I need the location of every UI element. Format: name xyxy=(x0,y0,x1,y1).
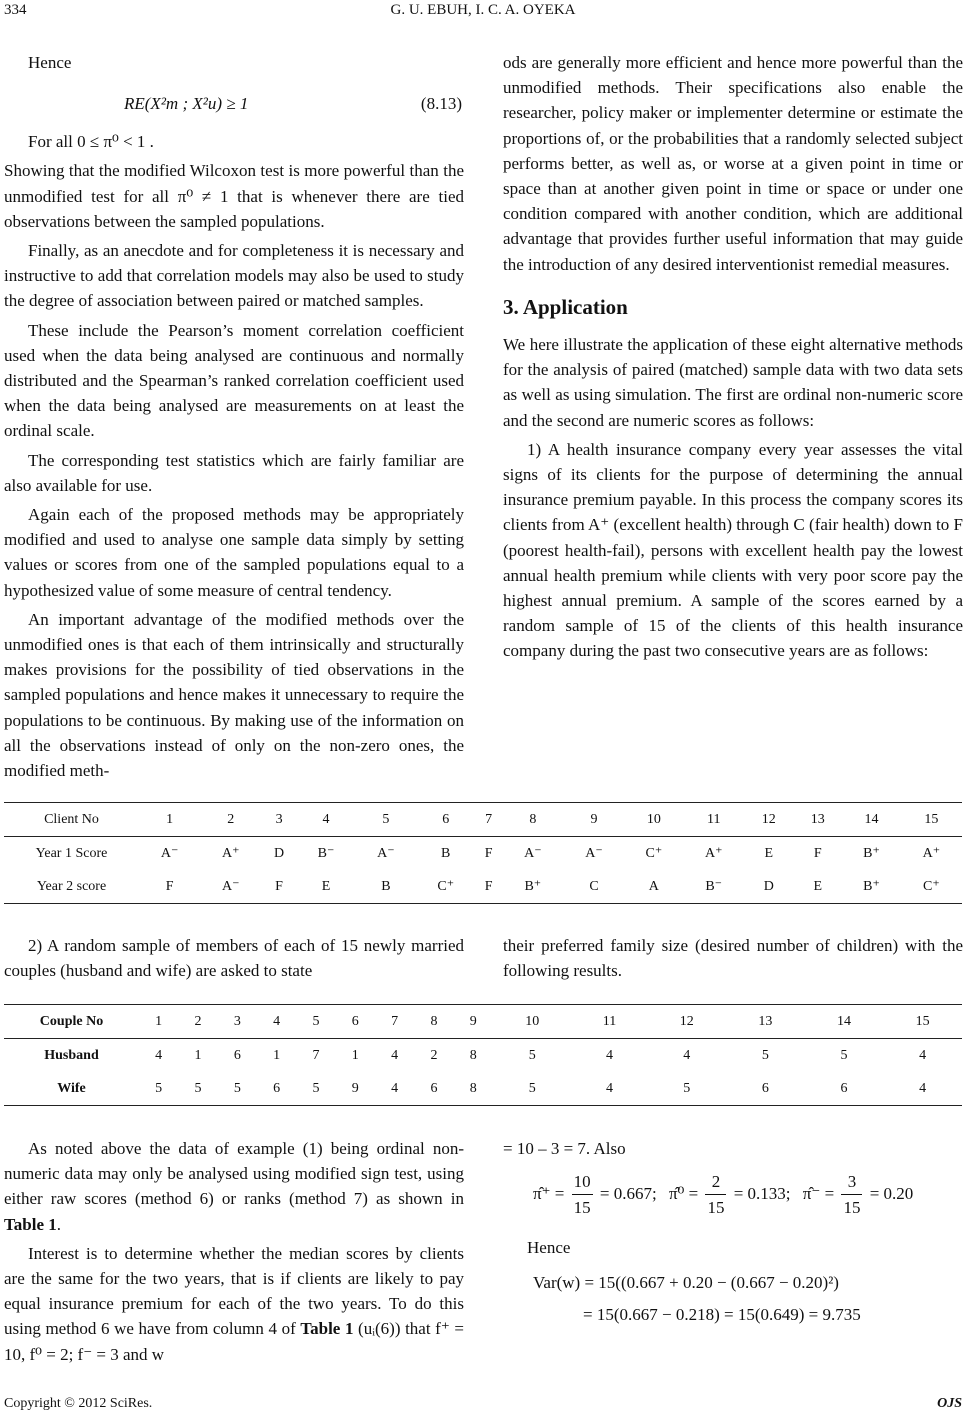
table-cell: A⁻ xyxy=(200,870,261,904)
table-cell: 6 xyxy=(257,1072,296,1106)
table-reference: Table 1 xyxy=(4,1214,57,1234)
table-cell: B⁻ xyxy=(317,846,335,861)
table-cell: 15 xyxy=(883,1005,962,1039)
table-cell: A⁻ xyxy=(524,846,542,861)
table-cell: 5 xyxy=(296,1072,335,1106)
table-cell: 6 xyxy=(805,1072,884,1106)
left-column xyxy=(4,50,464,787)
paragraph: An important advantage of the modified methods over the unmodified ones is that each of them intrinsically and structurally makes provisions for the possibility of tied observations in the sampled populations and hence makes it unnecessary to require the populations to be continuous. By making use of the information on all the observations instead of only on the non-zero ones, the modified meth- xyxy=(4,609,464,781)
table-cell: 5 xyxy=(493,1072,572,1106)
table-cell: 3 xyxy=(218,1005,257,1039)
pi-plus-rhs: = 0.667; xyxy=(599,1183,657,1203)
paragraph: We here illustrate the application of these eight alternative methods for the analysis of paired (matched) sample data with two data sets as well as using simulation. The first are ordinal non-numeric score and the second are numeric scores as follows: xyxy=(503,335,963,430)
section-title: 3. Application xyxy=(503,294,628,319)
right-column xyxy=(503,50,963,668)
row-label: Client No xyxy=(4,803,139,837)
table-cell: 5 xyxy=(840,1047,848,1063)
hence-label: Hence xyxy=(28,53,72,72)
table-cell: 11 xyxy=(572,1005,648,1039)
journal-name: OJS xyxy=(937,1396,962,1411)
table-cell: 6 xyxy=(726,1072,805,1106)
paragraph: 2) A random sample of members of each of 15 newly married couples (husband and wife) are asked to state xyxy=(4,936,464,981)
paragraph: 1) A health insurance company every year assesses the vital signs of its clients for the purpose of determining the annual insurance premium payable. In this process the company scores its clients from A⁺ (excellent health) through C (fair health) down to F (poorest health-fail), persons with excellent health pay the lowest annual health premium while clients with very poor score pay the highest annual premium. A sample of the scores earned by a random sample of 15 of the clients of this health insurance company during the past two consecutive years are as follows: xyxy=(503,439,963,661)
table-cell: 13 xyxy=(726,1005,805,1039)
table-cell: A⁻ xyxy=(377,846,395,861)
table-cell: 1 xyxy=(194,1047,202,1063)
table-cell: 4 xyxy=(572,1072,648,1106)
page-header xyxy=(0,0,966,26)
table-cell: B⁺ xyxy=(502,870,563,904)
variance-line-2: = 15(0.667 − 0.218) = 15(0.649) = 9.735 xyxy=(583,1304,861,1324)
table-cell: 4 xyxy=(883,1072,962,1106)
table-cell: 1 xyxy=(139,803,200,837)
paragraph: Finally, as an anecdote and for completeness it is necessary and instructive to add that correlation models may also be used to study the degree of association between paired or matched samples. xyxy=(4,241,464,311)
table-cell: 4 xyxy=(375,1072,414,1106)
table-cell: 9 xyxy=(336,1072,375,1106)
paragraph: The corresponding test statistics which are fairly familiar are also available for use. xyxy=(4,450,464,495)
table-cell: 5 xyxy=(761,1047,769,1063)
table-cell: 2 xyxy=(178,1005,217,1039)
table-cell: B xyxy=(441,845,451,861)
table-cell: 9 xyxy=(454,1005,493,1039)
table-cell: 4 xyxy=(683,1047,691,1063)
page-number: 334 xyxy=(4,2,27,18)
table-cell: 4 xyxy=(297,803,356,837)
table-cell: A⁻ xyxy=(585,846,603,861)
right-column-bottom xyxy=(503,1136,963,1331)
table-cell: C⁺ xyxy=(416,870,475,904)
row-label: Husband xyxy=(44,1047,99,1063)
table-cell: 4 xyxy=(257,1005,296,1039)
table-cell: 5 xyxy=(139,1072,178,1106)
table-cell: 5 xyxy=(355,803,416,837)
hence-label: Hence xyxy=(527,1238,571,1258)
table-cell: 8 xyxy=(454,1072,493,1106)
table-row xyxy=(4,837,962,871)
pi-zero-den: 15 xyxy=(707,1198,725,1218)
table-cell: 8 xyxy=(414,1005,453,1039)
table-cell: C⁺ xyxy=(901,870,962,904)
equation-8-13-number: (8.13) xyxy=(420,94,462,114)
table-cell: 2 xyxy=(430,1047,438,1063)
table-cell: 12 xyxy=(647,1005,726,1039)
also-line: = 10 – 3 = 7. Also xyxy=(503,1139,626,1158)
table-cell: B⁺ xyxy=(863,846,880,861)
text-run: Interest is to determine whether the median scores by clients are the same for the two years, that is if clients are likely to pay equal insurance premium for each of the two years. To do this using method 6 we have from column 4 of xyxy=(4,1243,464,1339)
table-cell: 7 xyxy=(312,1047,320,1063)
row-label: Couple No xyxy=(4,1005,139,1039)
table-cell: C xyxy=(563,870,624,904)
pi-plus xyxy=(533,1172,661,1218)
table-cell: 6 xyxy=(233,1047,241,1063)
table-reference: Table 1 xyxy=(300,1319,354,1339)
pi-plus-den: 15 xyxy=(573,1198,591,1218)
table-cell: 5 xyxy=(528,1047,536,1063)
table-cell: A⁺ xyxy=(704,846,723,861)
table-cell: 7 xyxy=(475,803,502,837)
paragraph: Again each of the proposed methods may be appropriately modified and used to analyse one sample data simply by setting values or scores from one of the sampled populations equal to a hypothesized value of some measure of central tendency. xyxy=(4,505,464,600)
table-cell: 14 xyxy=(805,1005,884,1039)
table-cell: F xyxy=(475,870,502,904)
pi-minus xyxy=(802,1172,914,1218)
pi-minus-rhs: = 0.20 xyxy=(869,1183,914,1203)
table-cell: 12 xyxy=(744,803,793,837)
pi-estimates xyxy=(533,1169,963,1225)
table-cell: 2 xyxy=(200,803,261,837)
text-run: (uᵢ(6)) that f⁺ = 10, f⁰ = 2; f⁻ = 3 and w xyxy=(4,1319,464,1364)
pi-zero xyxy=(668,1172,795,1218)
table-cell: 4 xyxy=(155,1047,163,1063)
table-cell: 8 xyxy=(469,1047,477,1063)
table-cell: 5 xyxy=(178,1072,217,1106)
equation-8-13-expr: RE(X²m ; X²u) ≥ 1 xyxy=(124,94,249,114)
text-run: . xyxy=(56,1214,62,1234)
table-cell: F xyxy=(261,870,296,904)
table-cell: B⁺ xyxy=(842,870,901,904)
row-label: Year 2 score xyxy=(4,870,139,904)
table-row xyxy=(4,1072,962,1106)
pi-minus-lhs: π̂⁻ = xyxy=(802,1183,835,1203)
table-cell: D xyxy=(274,845,285,861)
table-family-size xyxy=(4,1004,962,1106)
copyright: Copyright © 2012 SciRes. xyxy=(4,1396,153,1411)
left-column-mid xyxy=(4,933,464,987)
row-label: Year 1 Score xyxy=(35,845,108,861)
pi-zero-rhs: = 0.133; xyxy=(733,1183,791,1203)
left-column-bottom xyxy=(4,1136,464,1371)
table-cell: 6 xyxy=(416,803,475,837)
table-cell: A xyxy=(625,870,684,904)
table-cell: 11 xyxy=(683,803,744,837)
table-cell: 10 xyxy=(493,1005,572,1039)
table-cell: 1 xyxy=(273,1047,281,1063)
table-cell: A⁺ xyxy=(222,846,240,861)
table-cell: C⁺ xyxy=(645,846,663,861)
table-cell: 15 xyxy=(901,803,962,837)
table-row xyxy=(4,1039,962,1073)
pi-plus-lhs: π̂⁺ = xyxy=(533,1183,565,1203)
table-cell: 9 xyxy=(563,803,624,837)
table-cell: D xyxy=(744,870,793,904)
pi-plus-num: 10 xyxy=(572,1169,593,1195)
pi-minus-den: 15 xyxy=(843,1198,861,1218)
text-run: As noted above the data of example (1) being ordinal non-numeric data may only be analysed using modified sign test, using either raw scores (method 6) or ranks (method 7) as shown in xyxy=(4,1139,464,1209)
right-column-mid xyxy=(503,933,963,987)
table-cell: 6 xyxy=(414,1072,453,1106)
table-row xyxy=(4,870,962,904)
paragraph: Showing that the modified Wilcoxon test is more powerful than the unmodified test for all π⁰ ≠ 1 that is whenever there are tied observations between the sampled populations. xyxy=(4,161,464,231)
table-cell: 4 xyxy=(919,1047,927,1063)
table-cell: E xyxy=(764,845,774,861)
table-cell: 7 xyxy=(375,1005,414,1039)
pi-zero-lhs: π̂⁰ = xyxy=(668,1183,699,1203)
table-cell: B xyxy=(355,870,416,904)
paragraph xyxy=(4,1241,464,1367)
table-row xyxy=(4,803,962,837)
table-cell: 5 xyxy=(647,1072,726,1106)
table-cell: 8 xyxy=(502,803,563,837)
pi-minus-num: 3 xyxy=(841,1169,862,1195)
table-cell: F xyxy=(484,845,493,861)
paragraph: their preferred family size (desired number of children) with the following results. xyxy=(503,936,963,981)
equation-8-13 xyxy=(4,79,464,129)
table-cell: 1 xyxy=(139,1005,178,1039)
table-cell: 10 xyxy=(625,803,684,837)
table-cell: E xyxy=(793,870,842,904)
pi-zero-num: 2 xyxy=(705,1169,726,1195)
table-cell: 5 xyxy=(296,1005,335,1039)
table-cell: A⁻ xyxy=(160,846,179,861)
for-all-line: For all 0 ≤ π⁰ < 1 . xyxy=(28,132,154,152)
table-cell: 6 xyxy=(336,1005,375,1039)
table-cell: 4 xyxy=(605,1047,613,1063)
row-label: Wife xyxy=(4,1072,139,1106)
table-cell: F xyxy=(139,870,200,904)
table-cell: B⁻ xyxy=(683,870,744,904)
table-cell: 14 xyxy=(842,803,901,837)
table-client-scores xyxy=(4,802,962,904)
running-authors: G. U. EBUH, I. C. A. OYEKA xyxy=(390,2,576,18)
table-cell: 3 xyxy=(261,803,296,837)
table-cell: F xyxy=(813,845,822,861)
paragraph: ods are generally more efficient and hence more powerful than the unmodified methods. Their specifications also enable the researcher, policy maker or implementer determine or estimate the proportions of, or the probabilities that a randomly selected subject performs better, as well as, or worse at a given point in time or space than at another given point in time or space or under one condition compared with another condition, which are additional advantage that provides further useful information that may guide the introduction of any desired interventionist remedial measures. xyxy=(503,53,963,274)
table-cell: A⁺ xyxy=(922,846,941,861)
table-cell: 13 xyxy=(793,803,842,837)
variance-line-1: Var(w) = 15((0.667 + 0.20 − (0.667 − 0.20)²) xyxy=(533,1273,839,1293)
paragraph xyxy=(4,1136,464,1237)
table-cell: 5 xyxy=(218,1072,257,1106)
table-cell: 1 xyxy=(351,1047,359,1063)
table-cell: E xyxy=(297,870,356,904)
paragraph: These include the Pearson’s moment correlation coefficient used when the data being analysed are continuous and normally distributed and the Spearman’s ranked correlation coefficient used when the data being analysed are measurements on at least the ordinal scale. xyxy=(4,320,464,441)
table-row xyxy=(4,1005,962,1039)
table-cell: 4 xyxy=(391,1047,399,1063)
